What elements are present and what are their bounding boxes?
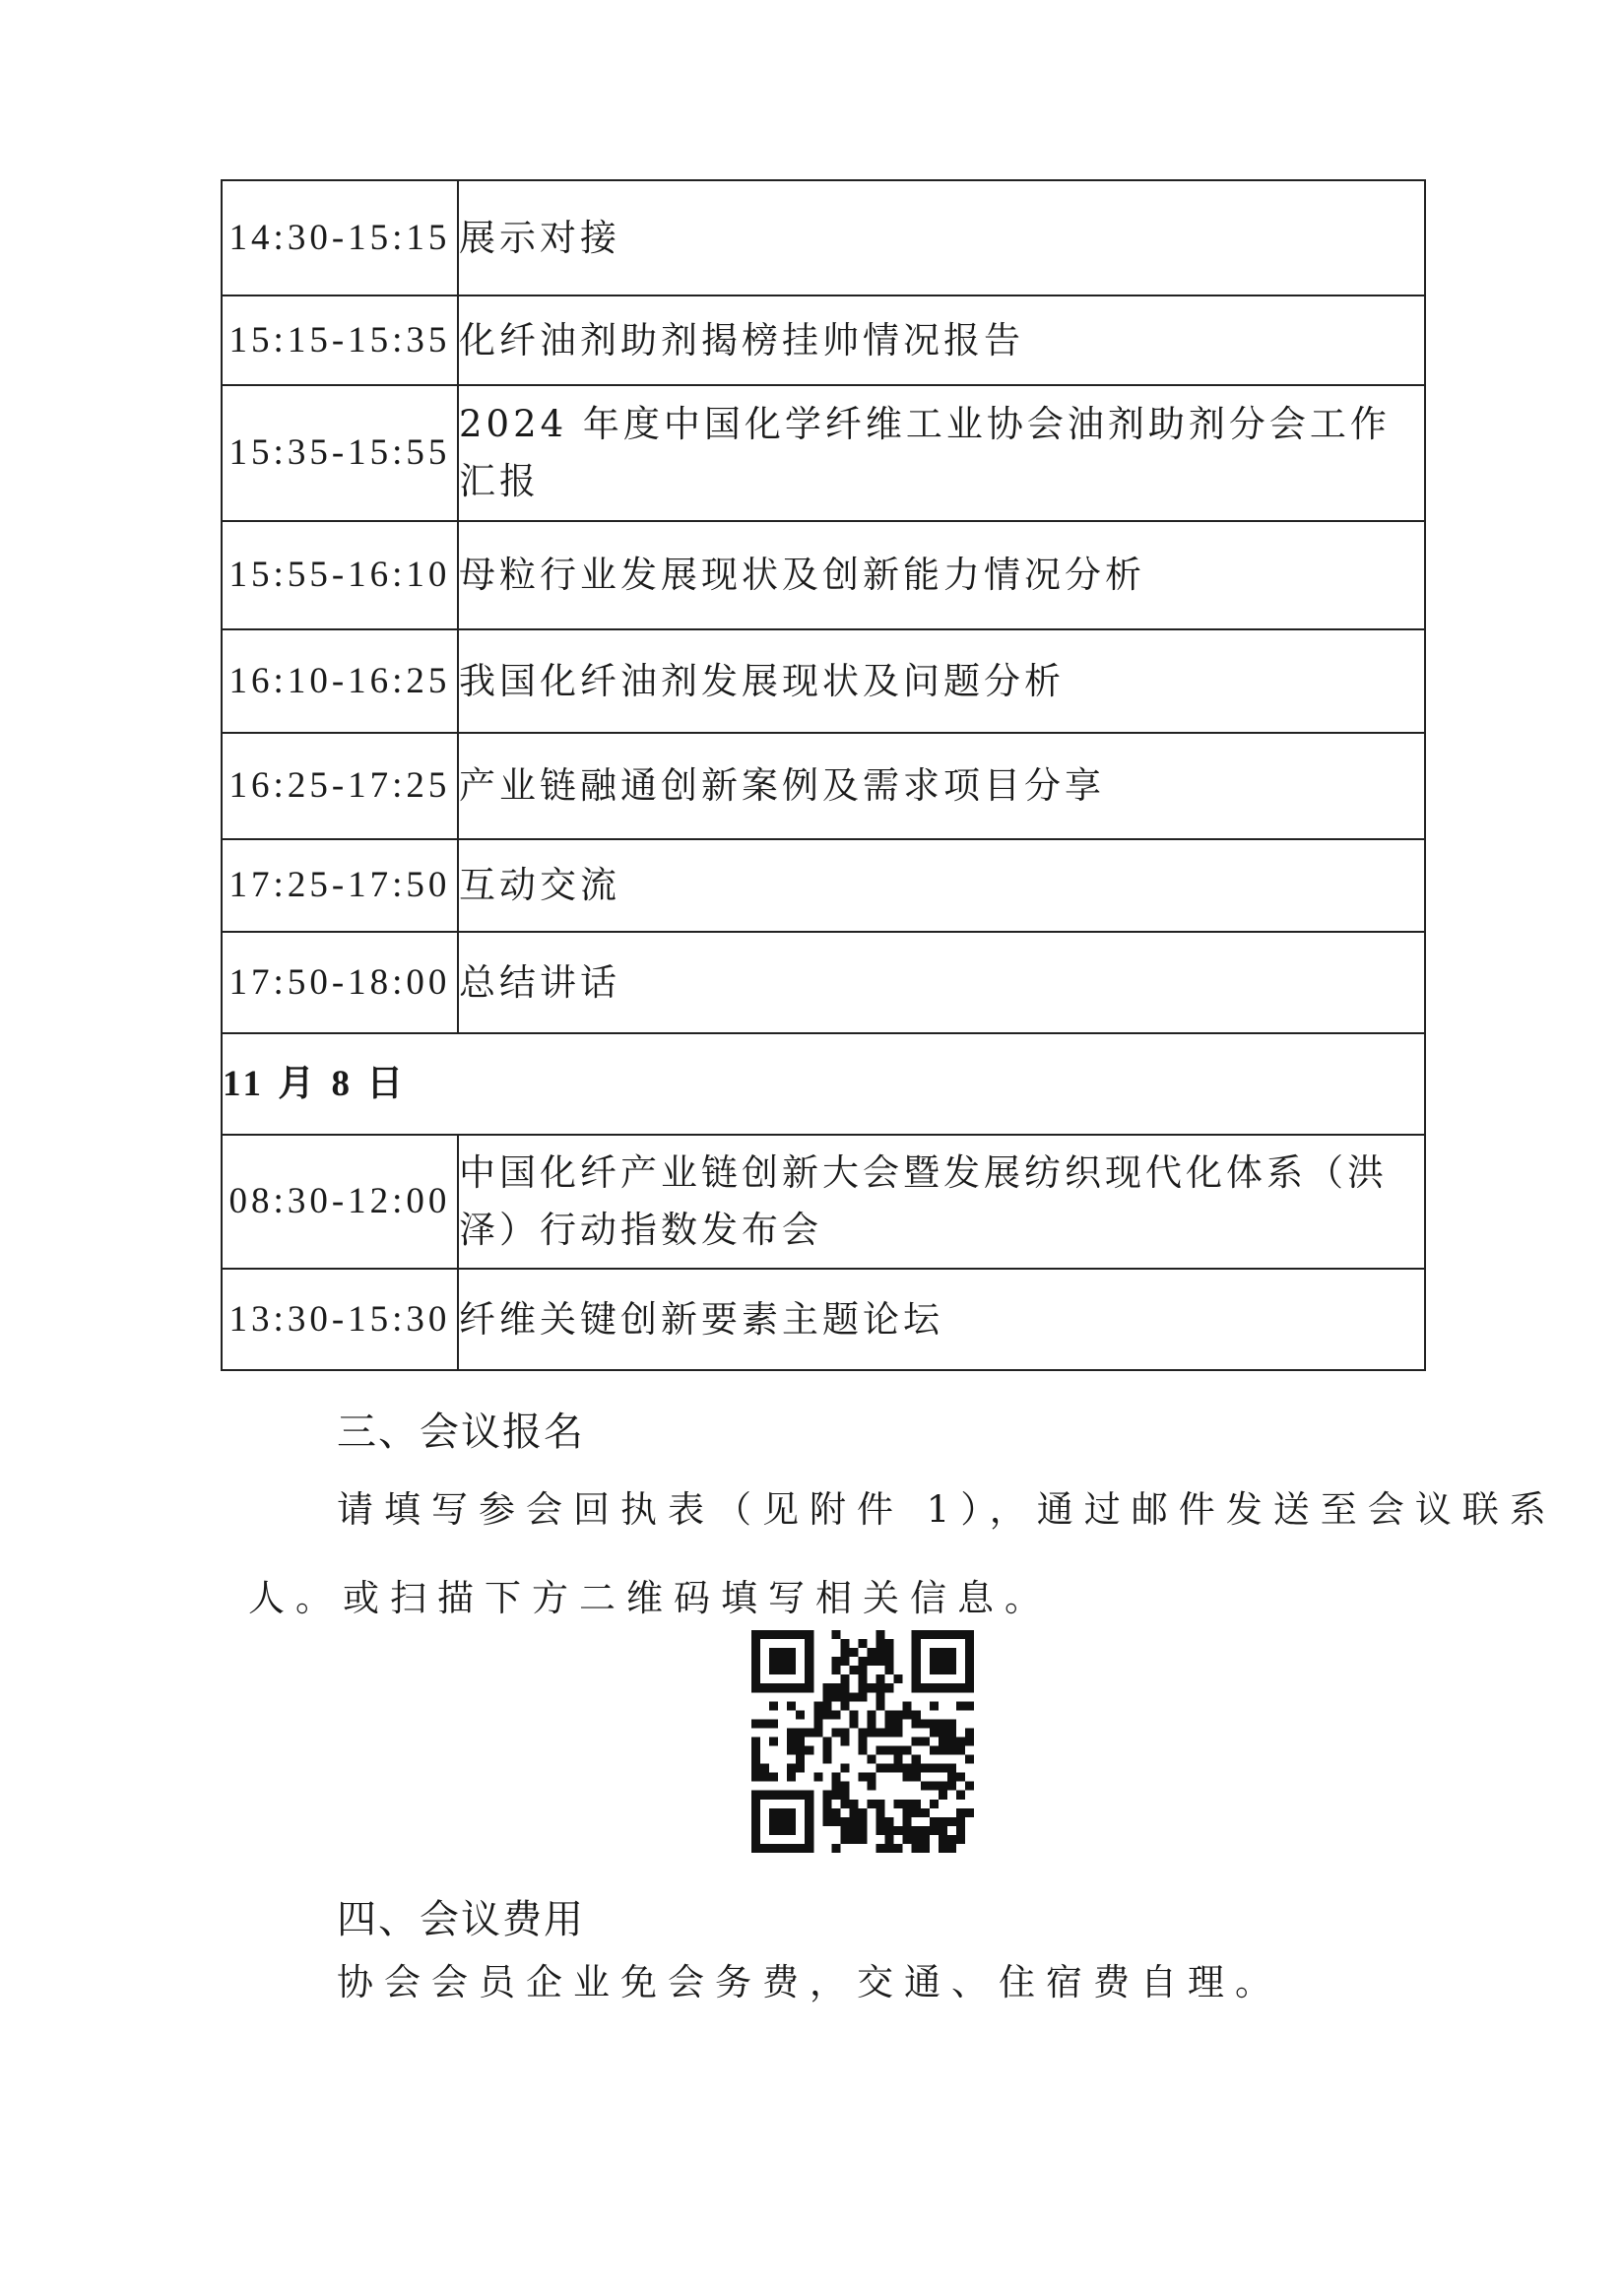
time-cell: 13:30-15:30 [222, 1269, 458, 1370]
desc-cell: 展示对接 [458, 180, 1425, 295]
table-row [222, 295, 1425, 385]
time-cell: 15:35-15:55 [222, 385, 458, 521]
desc-cell: 化纤油剂助剂揭榜挂帅情况报告 [458, 295, 1425, 385]
desc-cell: 互动交流 [458, 839, 1425, 932]
schedule-table [221, 179, 1426, 1371]
time-cell: 15:15-15:35 [222, 295, 458, 385]
desc-cell: 总结讲话 [458, 932, 1425, 1033]
day-header-row [222, 1033, 1425, 1135]
fees-paragraph: 协会会员企业免会务费，交通、住宿费自理。 [337, 1961, 1282, 2003]
table-row [222, 1135, 1425, 1269]
section-heading-fees: 四、会议费用 [337, 1897, 585, 1942]
time-cell: 16:10-16:25 [222, 629, 458, 733]
time-cell: 15:55-16:10 [222, 521, 458, 629]
section-heading-registration: 三、会议报名 [337, 1410, 585, 1455]
time-cell: 14:30-15:15 [222, 180, 458, 295]
registration-paragraph-line1: 请填写参会回执表（见附件 1），通过邮件发送至会议联系 [337, 1488, 1557, 1531]
table-row [222, 385, 1425, 521]
qr-code-icon[interactable] [751, 1630, 974, 1853]
desc-cell: 我国化纤油剂发展现状及问题分析 [458, 629, 1425, 733]
time-cell: 16:25-17:25 [222, 733, 458, 839]
time-cell: 08:30-12:00 [222, 1135, 458, 1269]
table-row [222, 733, 1425, 839]
desc-cell: 中国化纤产业链创新大会暨发展纺织现代化体系（洪泽）行动指数发布会 [458, 1135, 1425, 1269]
desc-cell: 母粒行业发展现状及创新能力情况分析 [458, 521, 1425, 629]
table-row [222, 629, 1425, 733]
table-row [222, 839, 1425, 932]
desc-cell: 纤维关键创新要素主题论坛 [458, 1269, 1425, 1370]
table-row [222, 1269, 1425, 1370]
table-row [222, 180, 1425, 295]
table-row [222, 932, 1425, 1033]
time-cell: 17:25-17:50 [222, 839, 458, 932]
table-row [222, 521, 1425, 629]
time-cell: 17:50-18:00 [222, 932, 458, 1033]
desc-cell: 产业链融通创新案例及需求项目分享 [458, 733, 1425, 839]
desc-cell: 2024 年度中国化学纤维工业协会油剂助剂分会工作汇报 [458, 385, 1425, 521]
registration-paragraph-line2: 人。或扫描下方二维码填写相关信息。 [248, 1577, 1052, 1619]
day-label: 11 月 8 日 [222, 1033, 1425, 1135]
